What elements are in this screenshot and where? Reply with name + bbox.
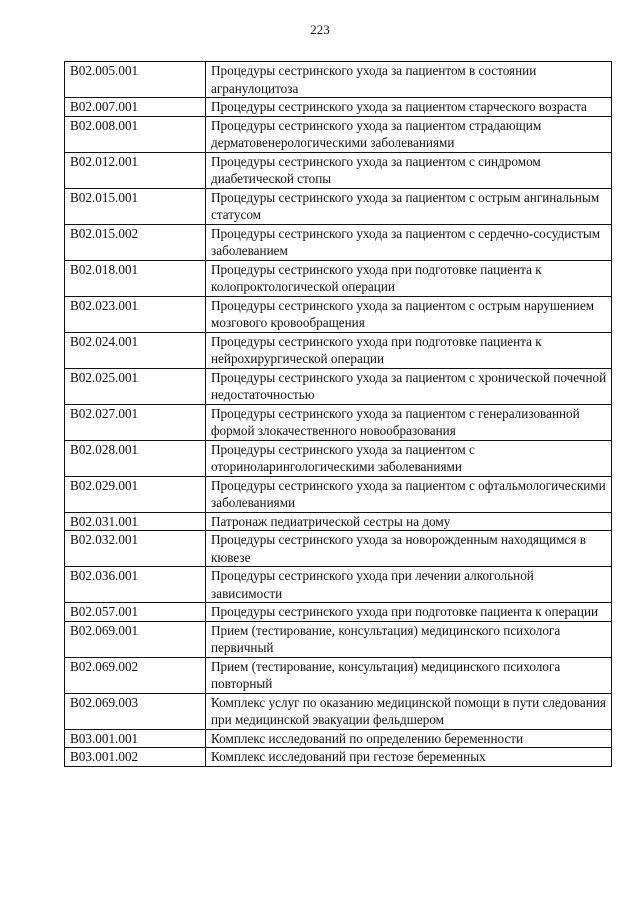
table-row: [65, 296, 612, 332]
service-name-cell: Комплекс услуг по оказанию медицинской помощи в пути следования при медицинской эвакуации фельдшером: [206, 693, 612, 729]
service-code-cell: B02.069.001: [65, 621, 206, 657]
service-name-cell: Процедуры сестринского ухода за пациентом с хронической почечной недостаточностью: [206, 368, 612, 404]
table-row: [65, 152, 612, 188]
service-code-cell: B02.027.001: [65, 404, 206, 440]
table-row: [65, 512, 612, 531]
service-code-cell: B02.015.001: [65, 188, 206, 224]
service-code-cell: B02.007.001: [65, 98, 206, 117]
service-code-cell: B02.023.001: [65, 296, 206, 332]
services-table-body: [65, 62, 612, 767]
table-row: [65, 729, 612, 748]
table-row: [65, 567, 612, 603]
table-row: [65, 657, 612, 693]
service-code-cell: B02.032.001: [65, 531, 206, 567]
service-code-cell: B02.024.001: [65, 332, 206, 368]
table-row: [65, 440, 612, 476]
service-name-cell: Процедуры сестринского ухода за пациентом с острым ангинальным статусом: [206, 188, 612, 224]
service-name-cell: Процедуры сестринского ухода за пациентом с острым нарушением мозгового кровообращения: [206, 296, 612, 332]
table-row: [65, 260, 612, 296]
service-name-cell: Процедуры сестринского ухода за пациентом в состоянии агранулоцитоза: [206, 62, 612, 98]
service-name-cell: Процедуры сестринского ухода за пациентом страдающим дерматовенерологическими заболеваниями: [206, 116, 612, 152]
service-code-cell: B03.001.001: [65, 729, 206, 748]
table-row: [65, 332, 612, 368]
service-code-cell: B02.036.001: [65, 567, 206, 603]
service-name-cell: Процедуры сестринского ухода при подготовке пациента к операции: [206, 603, 612, 622]
service-code-cell: B02.028.001: [65, 440, 206, 476]
service-name-cell: Процедуры сестринского ухода при подготовке пациента к нейрохирургической операции: [206, 332, 612, 368]
table-row: [65, 224, 612, 260]
table-row: [65, 98, 612, 117]
service-code-cell: B02.057.001: [65, 603, 206, 622]
table-row: [65, 531, 612, 567]
table-row: [65, 603, 612, 622]
table-row: [65, 476, 612, 512]
table-row: [65, 188, 612, 224]
service-name-cell: Прием (тестирование, консультация) медицинского психолога повторный: [206, 657, 612, 693]
table-row: [65, 621, 612, 657]
page-number: 223: [310, 22, 330, 37]
service-name-cell: Процедуры сестринского ухода при подготовке пациента к колопроктологической операции: [206, 260, 612, 296]
service-name-cell: Процедуры сестринского ухода при лечении алкогольной зависимости: [206, 567, 612, 603]
service-code-cell: B02.018.001: [65, 260, 206, 296]
service-code-cell: B02.069.003: [65, 693, 206, 729]
service-name-cell: Процедуры сестринского ухода за пациентом с сердечно-сосудистым заболеванием: [206, 224, 612, 260]
service-name-cell: Процедуры сестринского ухода за пациентом с генерализованной формой злокачественного новообразования: [206, 404, 612, 440]
table-row: [65, 368, 612, 404]
service-name-cell: Прием (тестирование, консультация) медицинского психолога первичный: [206, 621, 612, 657]
service-code-cell: B02.008.001: [65, 116, 206, 152]
service-name-cell: Патронаж педиатрической сестры на дому: [206, 512, 612, 531]
service-name-cell: Процедуры сестринского ухода за пациентом старческого возраста: [206, 98, 612, 117]
service-code-cell: B02.005.001: [65, 62, 206, 98]
services-table: [64, 61, 612, 767]
service-name-cell: Комплекс исследований при гестозе беременных: [206, 748, 612, 767]
service-code-cell: B02.015.002: [65, 224, 206, 260]
table-row: [65, 404, 612, 440]
service-code-cell: B03.001.002: [65, 748, 206, 767]
service-name-cell: Процедуры сестринского ухода за пациентом с оториноларингологическими заболеваниями: [206, 440, 612, 476]
service-code-cell: B02.029.001: [65, 476, 206, 512]
table-row: [65, 693, 612, 729]
service-name-cell: Процедуры сестринского ухода за новорожденным находящимся в кювезе: [206, 531, 612, 567]
service-code-cell: B02.031.001: [65, 512, 206, 531]
table-row: [65, 116, 612, 152]
service-name-cell: Процедуры сестринского ухода за пациентом с офтальмологическими заболеваниями: [206, 476, 612, 512]
service-code-cell: B02.069.002: [65, 657, 206, 693]
service-code-cell: B02.012.001: [65, 152, 206, 188]
table-row: [65, 748, 612, 767]
service-code-cell: B02.025.001: [65, 368, 206, 404]
service-name-cell: Процедуры сестринского ухода за пациентом с синдромом диабетической стопы: [206, 152, 612, 188]
service-name-cell: Комплекс исследований по определению беременности: [206, 729, 612, 748]
table-row: [65, 62, 612, 98]
